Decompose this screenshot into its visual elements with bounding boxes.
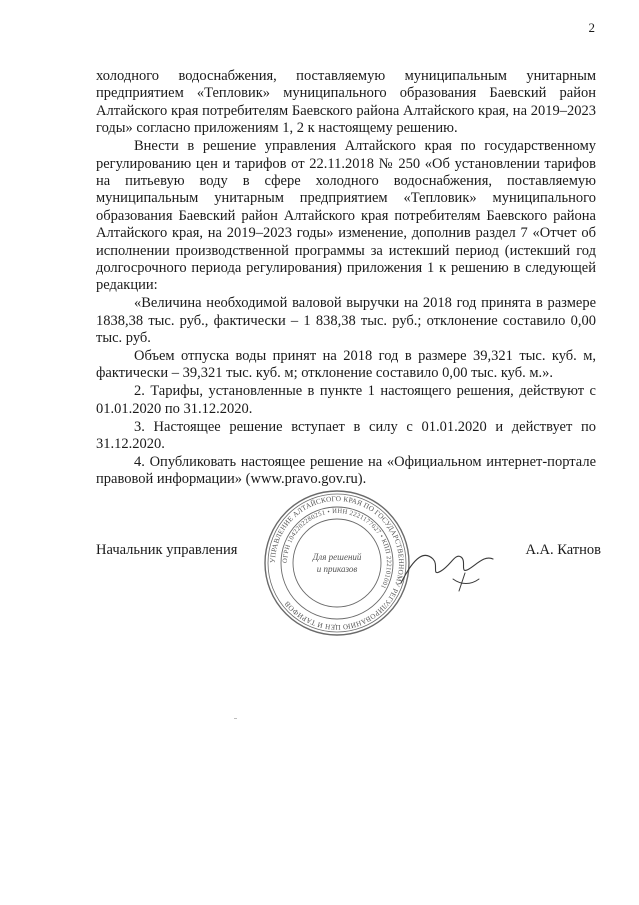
handwritten-signature [395,545,515,595]
stamp-center-line-1: Для решений [312,552,362,562]
signer-name: А.А. Катнов [525,542,601,558]
document-body [96,68,596,489]
paragraph-6: 3. Настоящее решение вступает в силу с 01.01.2020 и действует по 31.12.2020. [96,418,596,453]
stamp-outer-text: УПРАВЛЕНИЕ АЛТАЙСКОГО КРАЯ ПО ГОСУДАРСТВЕННОМУ РЕГУЛИРОВАНИЮ ЦЕН И ТАРИФОВ [268,494,406,632]
stamp-center-line-2: и приказов [316,564,358,574]
paragraph-3: «Величина необходимой валовой выручки на 2018 год принята в размере 1838,38 тыс. руб., фактически – 1 838,38 тыс. руб.; отклонение составило 0,00 тыс. руб. [96,295,596,347]
official-seal-stamp [262,488,412,638]
paragraph-2: Внести в решение управления Алтайского края по государственному регулированию цен и тарифов от 22.11.2018 № 250 «Об установлении тарифов на питьевую воду в сфере холодного водоснабжения, поставляемую муниципальным унитарным предприятием «Тепловик» муниципального образования Баевский район Алтайского края потребителям Баевского района Алтайского края, на 2019–2023 годы» изменение, дополнив раздел 7 «Отчет об исполнении производственной программы за истекший период (истекший год долгосрочного периода регулирования) приложения 1 к решению в следующей редакции: [96,138,596,294]
page-number: 2 [588,20,595,35]
paragraph-7: 4. Опубликовать настоящее решение на «Официальном интернет-портале правовой информации» (www.pravo.gov.ru). [96,453,596,488]
position-title: Начальник управления [96,542,238,558]
paragraph-4: Объем отпуска воды принят на 2018 год в размере 39,321 тыс. куб. м, фактически – 39,321 тыс. куб. м; отклонение составило 0,00 тыс. куб. м.». [96,348,596,382]
svg-text:УПРАВЛЕНИЕ АЛТАЙСКОГО КРАЯ ПО [269,495,405,631]
stamp-inner-text: ОГРН 1042202280251 • ИНН 2221177627 • КПП 222101001 [281,507,393,590]
paragraph-1: холодного водоснабжения, поставляемую муниципальным унитарным предприятием «Тепловик» муниципального образования Баевский район Алтайского края потребителям Баевского района Алтайского края, на 2019–2023 годы» согласно приложениям 1, 2 к настоящему решению. [96,68,596,137]
svg-text:ОГРН 1042202280251 • ИНН 22211 [282,508,392,590]
scan-speck [234,718,237,719]
paragraph-5: 2. Тарифы, установленные в пункте 1 настоящего решения, действуют с 01.01.2020 по 31.12.2020. [96,383,596,417]
